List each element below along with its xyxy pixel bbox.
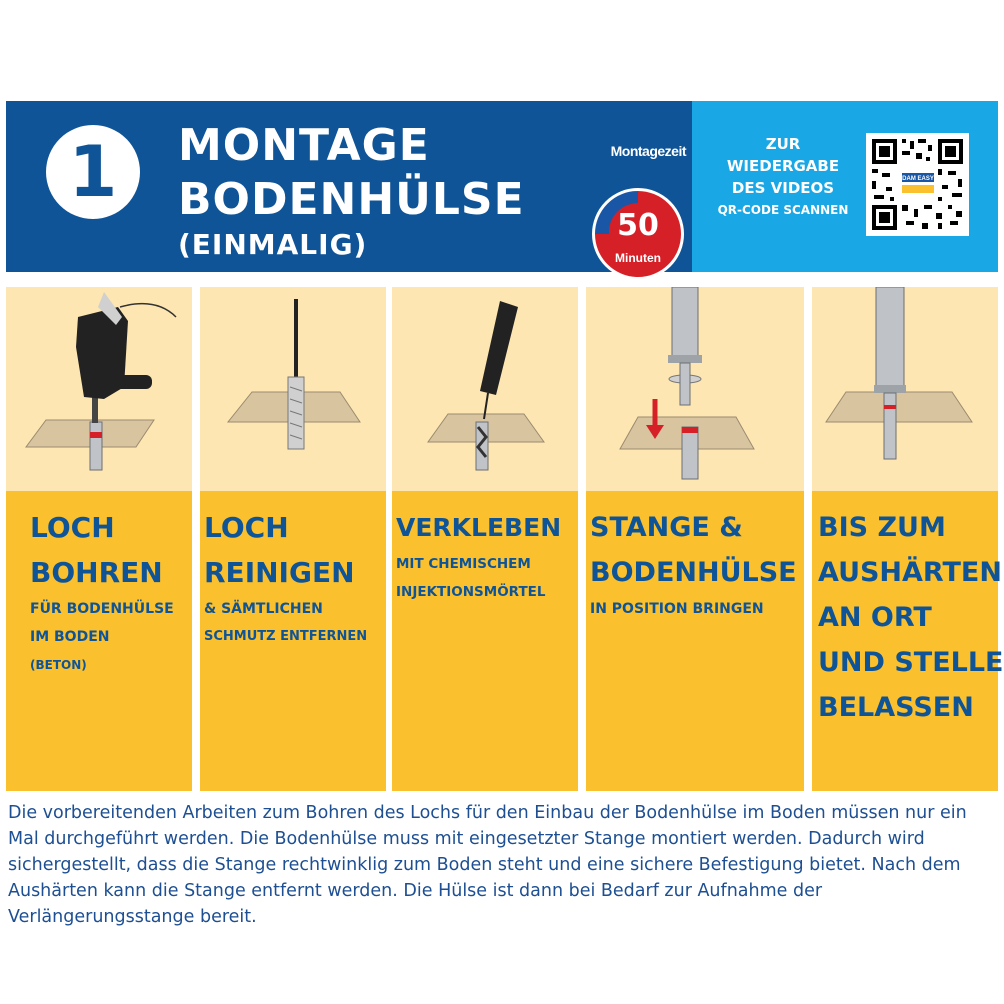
step-1-image-panel [6, 287, 192, 491]
step-4-image-panel [586, 287, 804, 491]
step-4-heading-2: BODENHÜLSE [590, 557, 797, 588]
step-3-sub-2: INJEKTIONSMÖRTEL [396, 584, 546, 600]
step-5-heading-3: AN ORT [818, 602, 932, 633]
qr-code[interactable] [866, 133, 969, 236]
video-instructions [708, 133, 858, 221]
step-5-heading-2: AUSHÄRTEN [818, 557, 1002, 588]
step-5-heading-1: BIS ZUM [818, 512, 946, 543]
montagezeit-label: Montagezeit [610, 143, 686, 159]
timer-value: 50 [617, 208, 659, 243]
step-2-heading-1: LOCH [204, 511, 289, 544]
step-5-heading-4: UND STELLE [818, 647, 1004, 678]
step-1-sub-2: IM BODEN [30, 629, 110, 645]
step-5-text-panel [812, 491, 1004, 791]
step-number-badge [46, 125, 140, 219]
title-line-2: BODENHÜLSE [178, 174, 525, 225]
step-number: 1 [68, 131, 118, 213]
step-5-image-panel [812, 287, 998, 491]
video-line-2: WIEDERGABE [726, 157, 840, 175]
step-1-heading-2: BOHREN [30, 556, 163, 589]
step-3-sub-1: MIT CHEMISCHEM [396, 556, 531, 572]
title-line-3: (EINMALIG) [178, 228, 368, 261]
step-3-heading-1: VERKLEBEN [396, 513, 562, 542]
video-line-1: ZUR [765, 135, 801, 153]
step-2-text-panel [200, 491, 386, 791]
brush-icon [200, 287, 386, 491]
step-1-heading-1: LOCH [30, 511, 115, 544]
video-line-4: QR-CODE SCANNEN [717, 203, 849, 217]
qr-code-icon [866, 133, 969, 236]
injection-icon [392, 287, 578, 491]
step-5-heading-5: BELASSEN [818, 692, 974, 723]
title-line-1: MONTAGE [178, 120, 430, 171]
video-line-3: DES VIDEOS [731, 179, 835, 197]
step-2-sub-2: SCHMUTZ ENTFERNEN [204, 629, 368, 644]
step-3-text-panel [392, 491, 578, 791]
step-2-sub-1: & SÄMTLICHEN [204, 601, 323, 617]
step-4-heading-1: STANGE & [590, 512, 743, 543]
step-3-image-panel [392, 287, 578, 491]
rod-cure-icon [812, 287, 998, 491]
qr-logo-text: DAM EASY [902, 176, 934, 182]
step-2-image-panel [200, 287, 386, 491]
drill-icon [6, 287, 192, 491]
timer-unit: Minuten [615, 251, 661, 265]
step-2-heading-2: REINIGEN [204, 556, 355, 589]
step-4-sub-1: IN POSITION BRINGEN [590, 601, 764, 617]
description-text: Die vorbereitenden Arbeiten zum Bohren des Lochs für den Einbau der Bodenhülse im Boden müssen nur ein Mal durchgeführt werden. Die Bodenhülse muss mit eingesetzter Stange montiert werden. Dadurch wird sichergestellt, dass die Stange rechtwinklig zum Boden steht und eine sichere Befestigung bietet. Nach dem Aushärten kann die Stange entfernt werden. Die Hülse ist dann bei Bedarf zur Aufnahme der Verlängerungsstange bereit. [8, 803, 967, 927]
step-1-text-panel [6, 491, 192, 791]
step-1-sub-1: FÜR BODENHÜLSE [30, 601, 174, 617]
step-4-text-panel [586, 491, 804, 791]
rod-insert-icon [586, 287, 804, 491]
step-1-sub-3: (BETON) [30, 658, 87, 672]
